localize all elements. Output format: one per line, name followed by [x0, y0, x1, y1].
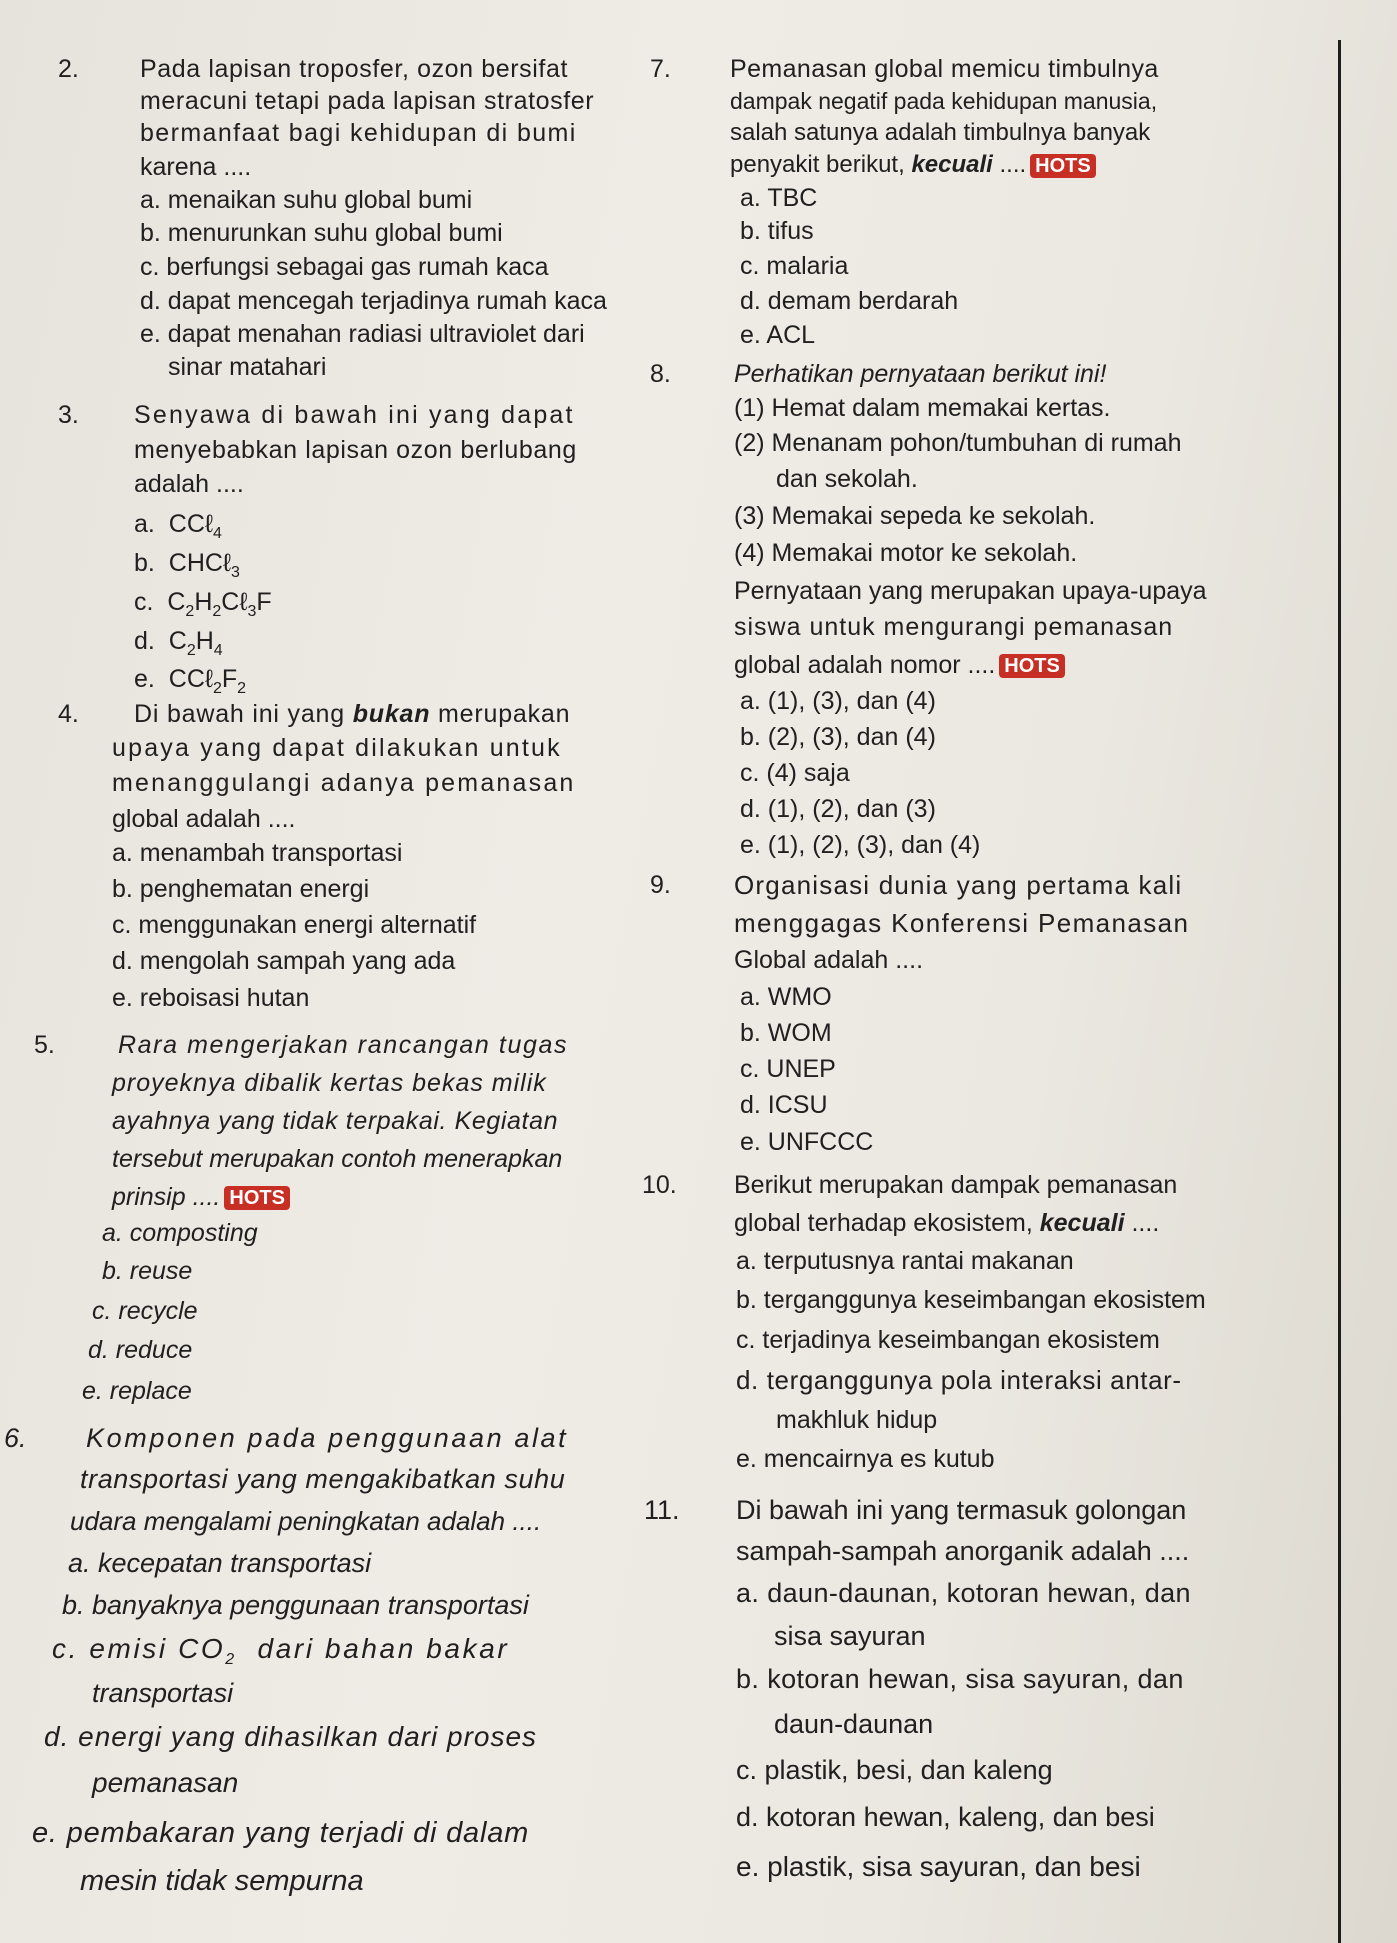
option-a[interactable]: a. WMO — [740, 983, 832, 1011]
option-e[interactable]: e. ACL — [740, 321, 816, 349]
option-e[interactable]: e. mencairnya es kutub — [736, 1445, 995, 1473]
option-d[interactable]: d. mengolah sampah yang ada — [112, 947, 456, 975]
question-number: 5. — [34, 1031, 55, 1059]
question-number: 4. — [58, 700, 79, 728]
option-c[interactable]: c. recycle — [92, 1297, 198, 1325]
option-c[interactable]: c. (4) saja — [740, 759, 850, 787]
question-text: global adalah .... — [112, 805, 296, 833]
question-text: proyeknya dibalik kertas bekas milik — [112, 1069, 547, 1097]
option-e[interactable]: e. plastik, sisa sayuran, dan besi — [736, 1851, 1141, 1882]
option-a[interactable]: a. daun-daunan, kotoran hewan, dan — [736, 1578, 1191, 1608]
statement-1: (1) Hemat dalam memakai kertas. — [734, 394, 1111, 422]
option-e[interactable]: e. pembakaran yang terjadi di dalam — [32, 1817, 530, 1849]
option-e-continued: sinar matahari — [168, 353, 327, 381]
question-text: Senyawa di bawah ini yang dapat — [134, 401, 575, 429]
option-e[interactable]: e. (1), (2), (3), dan (4) — [740, 831, 981, 859]
question-text: karena .... — [140, 153, 252, 181]
option-c[interactable]: c. terjadinya keseimbangan ekosistem — [736, 1326, 1160, 1354]
option-d[interactable]: d. demam berdarah — [740, 287, 959, 315]
question-text: Pemanasan global memicu timbulnya — [730, 55, 1159, 83]
option-c[interactable]: c. UNEP — [740, 1055, 836, 1083]
option-e-continued: mesin tidak sempurna — [80, 1865, 364, 1897]
question-number: 9. — [650, 871, 671, 899]
option-d[interactable]: d. kotoran hewan, kaleng, dan besi — [736, 1802, 1155, 1832]
page-edge-divider — [1338, 40, 1341, 1943]
option-b[interactable]: b. reuse — [102, 1257, 193, 1285]
question-text: Berikut merupakan dampak pemanasan — [734, 1171, 1178, 1199]
question-text: Organisasi dunia yang pertama kali — [734, 870, 1183, 900]
option-d[interactable]: d. ICSU — [740, 1091, 828, 1119]
question-text: sampah-sampah anorganik adalah .... — [736, 1536, 1190, 1566]
option-a[interactable]: a. terputusnya rantai makanan — [736, 1247, 1074, 1275]
question-text: salah satunya adalah timbulnya banyak — [730, 119, 1151, 146]
option-c[interactable]: c. malaria — [740, 252, 849, 280]
option-b[interactable]: b. (2), (3), dan (4) — [740, 723, 936, 751]
option-b[interactable]: b. CHCℓ$_3$ — [134, 549, 240, 581]
question-text: upaya yang dapat dilakukan untuk — [112, 734, 562, 762]
option-e[interactable]: e. replace — [82, 1377, 192, 1405]
question-text: Pernyataan yang merupakan upaya-upaya — [734, 577, 1207, 605]
option-a[interactable]: a. menaikan suhu global bumi — [140, 186, 473, 214]
option-b[interactable]: b. kotoran hewan, sisa sayuran, dan — [736, 1664, 1184, 1694]
option-b[interactable]: b. WOM — [740, 1019, 832, 1047]
option-b[interactable]: b. terganggunya keseimbangan ekosistem — [736, 1286, 1206, 1314]
question-text: Perhatikan pernyataan berikut ini! — [734, 360, 1107, 388]
option-a-continued: sisa sayuran — [774, 1621, 926, 1651]
option-e[interactable]: e. UNFCCC — [740, 1128, 874, 1156]
question-text: bermanfaat bagi kehidupan di bumi — [140, 119, 577, 147]
question-text: ayahnya yang tidak terpakai. Kegiatan — [112, 1107, 559, 1135]
hots-badge: HOTS — [999, 654, 1065, 678]
option-d[interactable]: d. (1), (2), dan (3) — [740, 795, 936, 823]
question-text: global adalah nomor .... HOTS — [734, 650, 1065, 680]
question-text: tersebut merupakan contoh menerapkan — [112, 1145, 563, 1173]
option-b[interactable]: b. penghematan energi — [112, 875, 370, 903]
option-c-continued: transportasi — [92, 1678, 234, 1708]
question-number: 7. — [650, 55, 671, 83]
hots-badge: HOTS — [1030, 154, 1096, 178]
question-text: menyebabkan lapisan ozon berlubang — [134, 436, 577, 464]
question-text: dampak negatif pada kehidupan manusia, — [730, 88, 1158, 114]
hots-badge: HOTS — [224, 1186, 290, 1210]
question-text: siswa untuk mengurangi pemanasan — [734, 613, 1174, 641]
question-text: Di bawah ini yang termasuk golongan — [736, 1495, 1187, 1525]
option-c[interactable]: c. emisi $CO_2$ dari bahan bakar — [52, 1633, 510, 1668]
question-number: 11. — [644, 1495, 680, 1525]
option-d[interactable]: d. energi yang dihasilkan dari proses — [44, 1721, 538, 1752]
option-a[interactable]: a. (1), (3), dan (4) — [740, 687, 936, 715]
option-b[interactable]: b. menurunkan suhu global bumi — [140, 219, 503, 247]
question-text: Di bawah ini yang bukan merupakan — [134, 700, 571, 728]
statement-2: (2) Menanam pohon/tumbuhan di rumah — [734, 429, 1182, 457]
option-e[interactable]: e. dapat menahan radiasi ultraviolet dari — [140, 320, 585, 348]
option-e[interactable]: e. $CC\ell_2F_2$ — [134, 665, 247, 697]
option-b-continued: daun-daunan — [774, 1709, 934, 1739]
question-text: menggagas Konferensi Pemanasan — [734, 908, 1190, 938]
option-b[interactable]: b. tifus — [740, 217, 814, 245]
question-text: udara mengalami peningkatan adalah .... — [70, 1506, 542, 1536]
option-d[interactable]: d. $C_2H_4$ — [134, 627, 223, 659]
question-number: 10. — [642, 1171, 677, 1199]
statement-4: (4) Memakai motor ke sekolah. — [734, 539, 1078, 567]
question-text: meracuni tetapi pada lapisan stratosfer — [140, 87, 595, 115]
question-number: 8. — [650, 360, 671, 388]
option-a[interactable]: a. composting — [102, 1219, 258, 1247]
option-a[interactable]: a. CCℓ$_4$ — [134, 510, 222, 542]
option-e[interactable]: e. reboisasi hutan — [112, 984, 310, 1012]
option-a[interactable]: a. TBC — [740, 184, 818, 212]
question-text: Global adalah .... — [734, 946, 924, 974]
question-text: global terhadap ekosistem, kecuali .... — [734, 1209, 1160, 1237]
question-number: 3. — [58, 401, 79, 429]
option-b[interactable]: b. banyaknya penggunaan transportasi — [62, 1590, 529, 1620]
option-c[interactable]: c. berfungsi sebagai gas rumah kaca — [140, 253, 549, 281]
question-text: transportasi yang mengakibatkan suhu — [80, 1464, 566, 1494]
question-text: penyakit berikut, kecuali .... HOTS — [730, 150, 1096, 180]
statement-3: (3) Memakai sepeda ke sekolah. — [734, 502, 1096, 530]
option-a[interactable]: a. menambah transportasi — [112, 839, 403, 867]
option-c[interactable]: c. menggunakan energi alternatif — [112, 911, 477, 939]
option-a[interactable]: a. kecepatan transportasi — [68, 1548, 372, 1578]
option-d[interactable]: d. dapat mencegah terjadinya rumah kaca — [140, 287, 607, 315]
question-text: Komponen pada penggunaan alat — [86, 1423, 569, 1453]
option-d-continued: makhluk hidup — [776, 1406, 938, 1434]
question-number: 6. — [4, 1423, 27, 1453]
option-d[interactable]: d. terganggunya pola interaksi antar- — [736, 1365, 1182, 1395]
question-text: adalah .... — [134, 470, 244, 498]
option-c[interactable]: c. plastik, besi, dan kaleng — [736, 1755, 1053, 1785]
question-number: 2. — [58, 55, 79, 83]
question-text: prinsip .... HOTS — [112, 1182, 290, 1212]
option-c[interactable]: c. $C_2H_2C\ell_3F$ — [134, 588, 272, 620]
question-text: menanggulangi adanya pemanasan — [112, 769, 576, 797]
option-d-continued: pemanasan — [92, 1767, 239, 1798]
option-d[interactable]: d. reduce — [88, 1336, 193, 1364]
question-text: Rara mengerjakan rancangan tugas — [118, 1031, 569, 1059]
statement-2-continued: dan sekolah. — [776, 465, 918, 493]
question-text: Pada lapisan troposfer, ozon bersifat — [140, 55, 569, 83]
